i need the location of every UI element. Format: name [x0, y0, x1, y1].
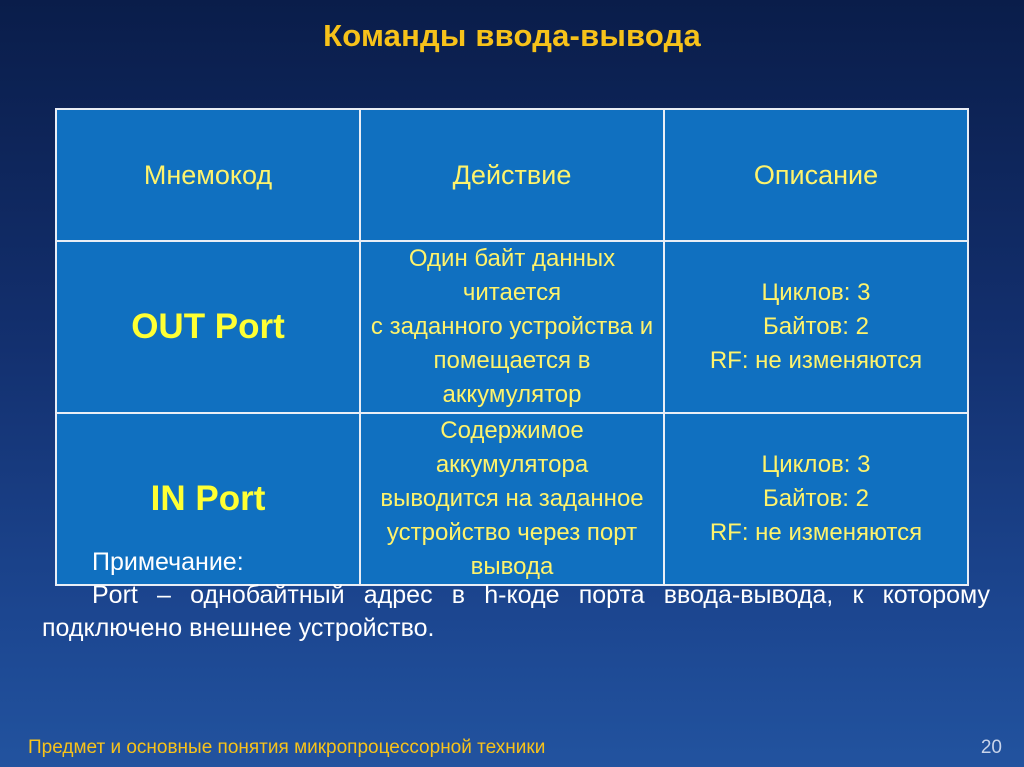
action-line: помещается в аккумулятор [433, 347, 591, 408]
description-line: RF: не изменяются [709, 347, 923, 374]
description-line: Циклов: 3 [761, 451, 871, 478]
header-mnemonic: Мнемокод [56, 109, 360, 241]
footer-text: Предмет и основные понятия микропроцессорной техники [28, 737, 546, 758]
description-cell [664, 241, 968, 413]
note-title: Примечание: [92, 548, 244, 576]
action-cell [360, 241, 664, 413]
action-line: вывода [470, 553, 554, 580]
action-line: устройство через порт [386, 519, 638, 546]
header-action: Действие [360, 109, 664, 241]
note-text: Port – однобайтный адрес в h-коде порта ввода-вывода, к которому подключено внешнее устройство. [42, 581, 990, 642]
commands-table [55, 108, 969, 586]
action-line: выводится на заданное [380, 485, 644, 512]
mnemonic-in-port: IN Port [56, 413, 360, 585]
description-line: RF: не изменяются [709, 519, 923, 546]
table-header-row [56, 109, 968, 241]
table-row [56, 241, 968, 413]
action-line: Один байт данных читается [408, 245, 616, 306]
note-block [42, 546, 990, 645]
description-line: Байтов: 2 [762, 485, 869, 512]
footer [0, 723, 1024, 767]
mnemonic-out-port: OUT Port [56, 241, 360, 413]
action-line: Содержимое аккумулятора [435, 417, 589, 478]
action-line: с заданного устройства и [370, 313, 654, 340]
page-title: Команды ввода-вывода [323, 18, 701, 53]
description-line: Циклов: 3 [761, 279, 871, 306]
description-line: Байтов: 2 [762, 313, 869, 340]
header-description: Описание [664, 109, 968, 241]
page-number: 20 [980, 737, 1002, 758]
